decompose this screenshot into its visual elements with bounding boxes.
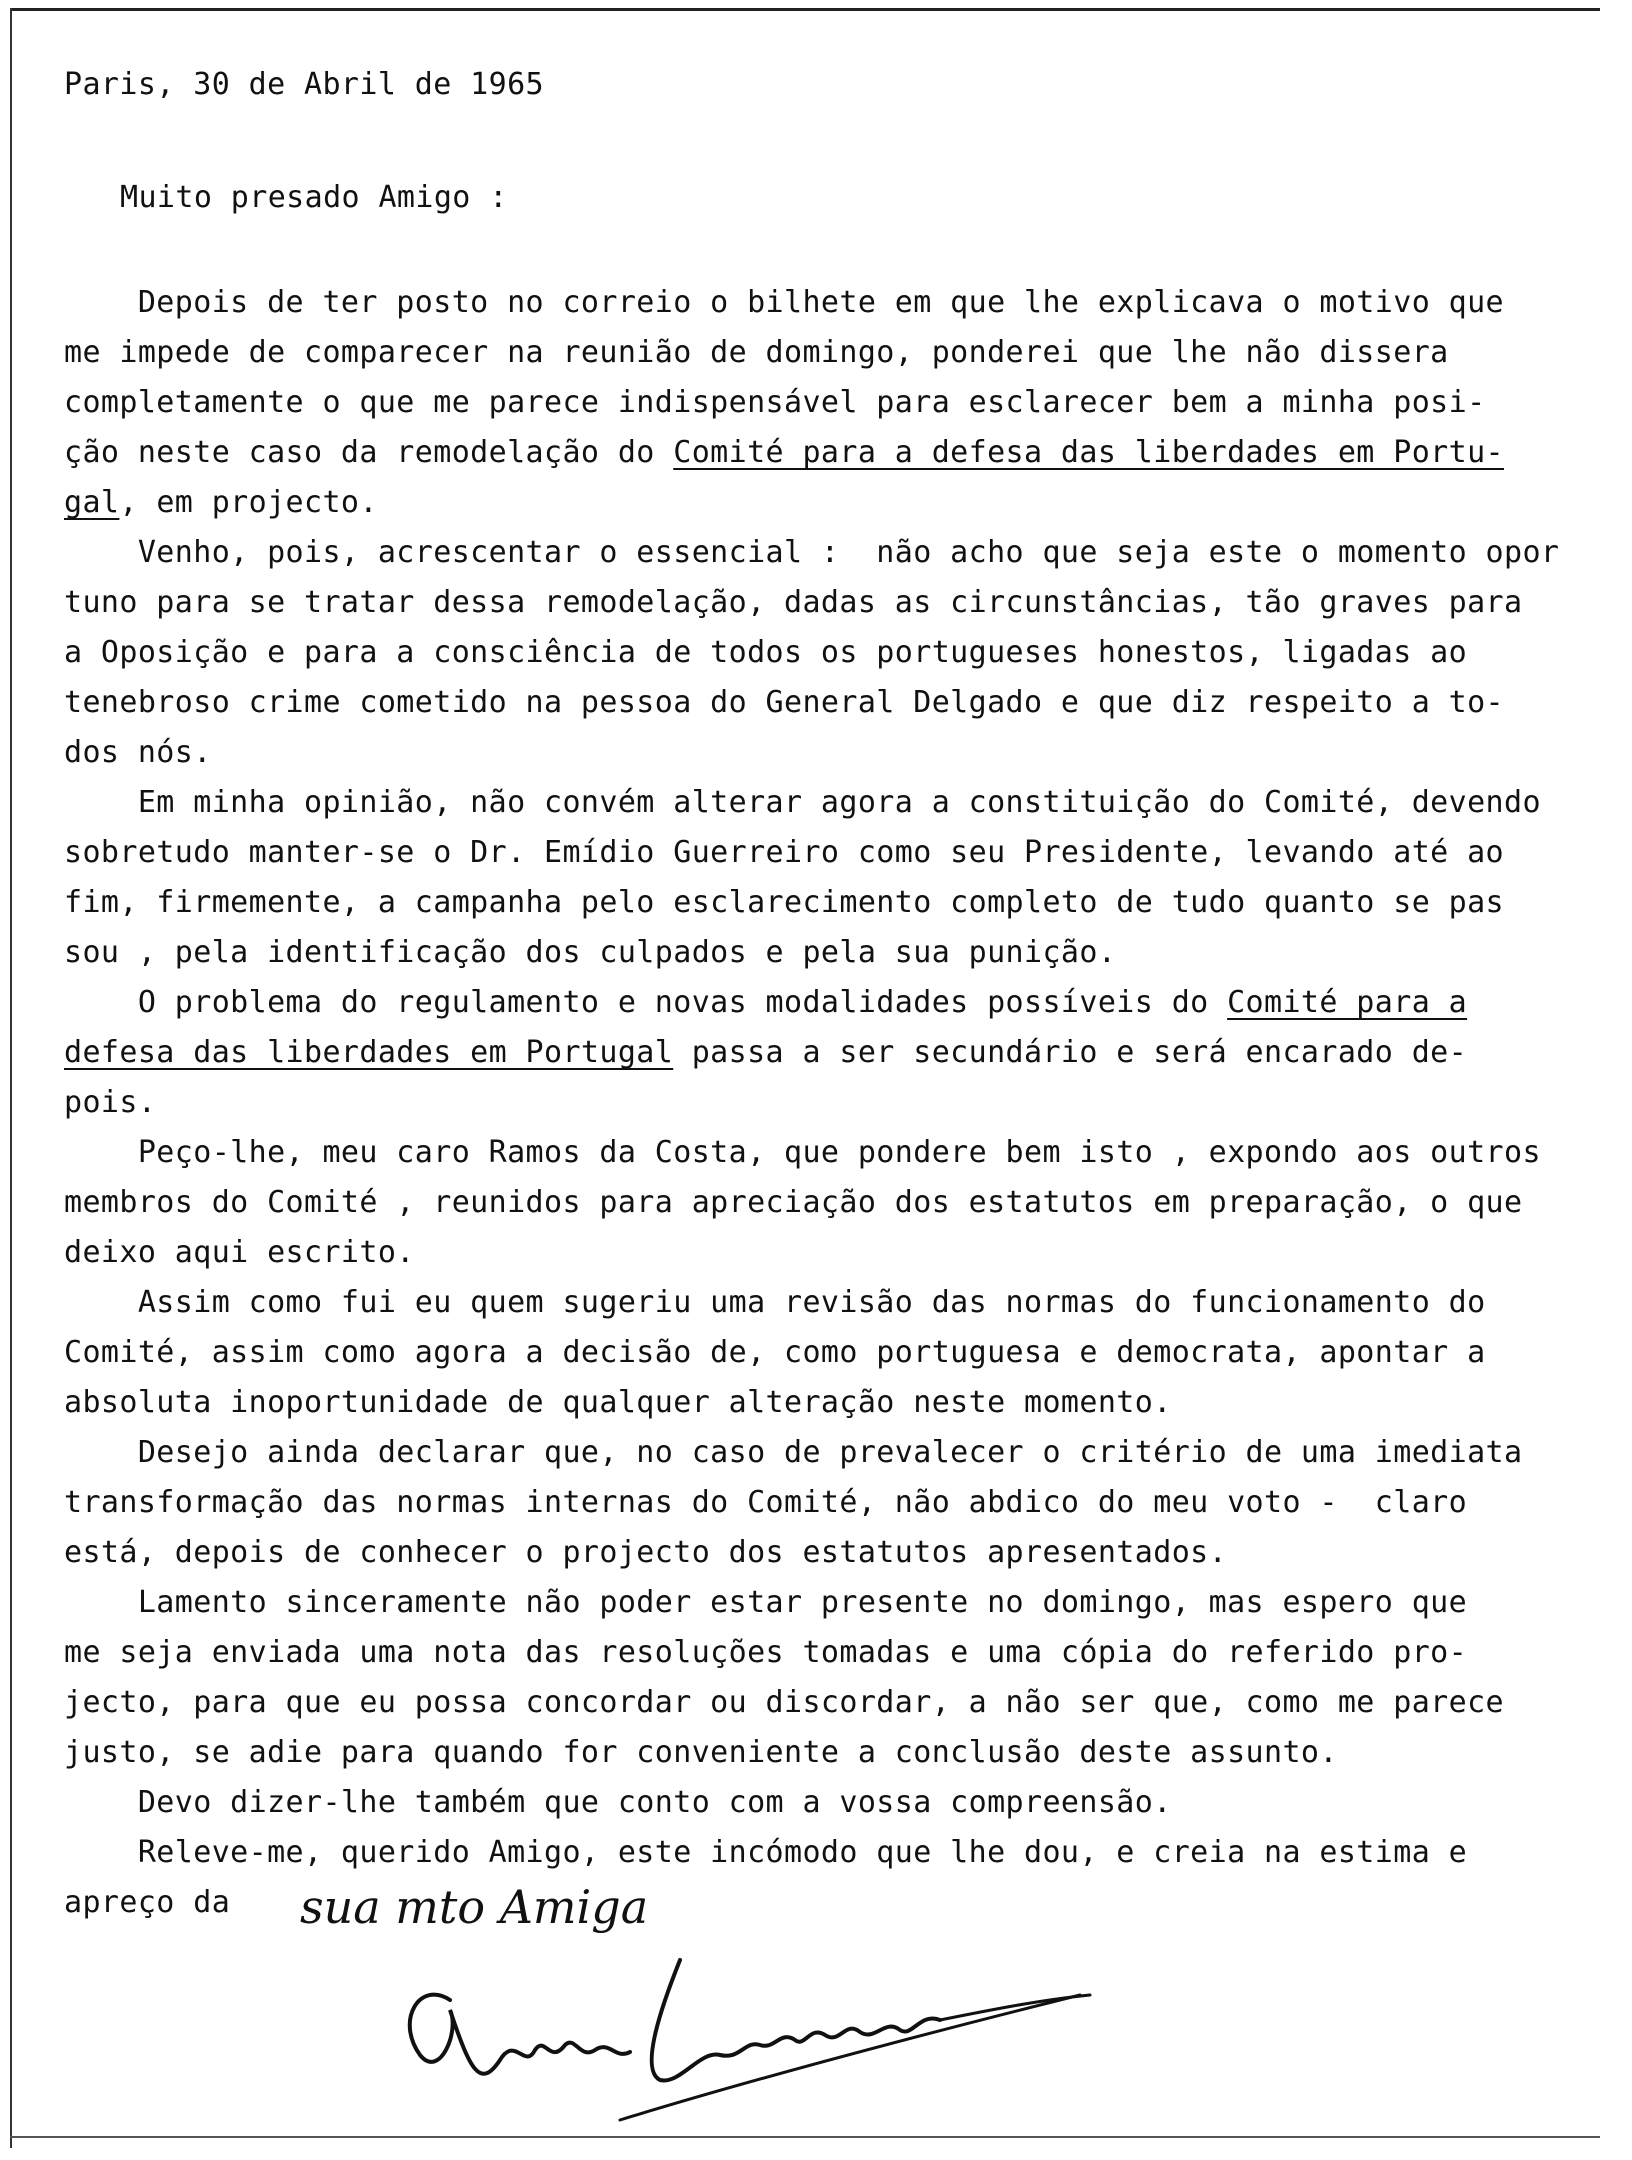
body-line [64, 1628, 1604, 1678]
body-line [64, 1828, 1604, 1878]
body-line [64, 1578, 1604, 1628]
line-text: fim, firmemente, a campanha pelo esclarecimento completo de tudo quanto se pas [64, 885, 1504, 920]
line-text: me impede de comparecer na reunião de domingo, ponderei que lhe não dissera [64, 335, 1449, 370]
body-line [64, 278, 1604, 328]
line-text: Comité, assim como agora a decisão de, como portuguesa e democrata, apontar a [64, 1335, 1486, 1370]
line-text: justo, se adie para quando for conveniente a conclusão deste assunto. [64, 1735, 1338, 1770]
line-text: Desejo ainda declarar que, no caso de prevalecer o critério de uma imediata [64, 1435, 1523, 1470]
body-line [64, 1078, 1604, 1128]
line-text: Releve-me, querido Amigo, este incómodo que lhe dou, e creia na estima e [64, 1835, 1468, 1870]
line-text: Em minha opinião, não convém alterar agora a constituição do Comité, devendo [64, 785, 1541, 820]
body-line [64, 478, 1604, 528]
body-line [64, 378, 1604, 428]
page-border-top [10, 8, 1600, 11]
underlined-text: gal [64, 485, 120, 520]
body-line [64, 1428, 1604, 1478]
signature-image [300, 1940, 1200, 2130]
line-text: Lamento sinceramente não poder estar presente no domingo, mas espero que [64, 1585, 1468, 1620]
body-line [64, 778, 1604, 828]
line-text: me seja enviada uma nota das resoluções tomadas e uma cópia do referido pro- [64, 1635, 1468, 1670]
body-line [64, 878, 1604, 928]
handwritten-closing: sua mto Amiga [300, 1880, 649, 1934]
line-text: tuno para se tratar dessa remodelação, dadas as circunstâncias, tão graves para [64, 585, 1523, 620]
body-line [64, 1478, 1604, 1528]
body-line [64, 928, 1604, 978]
line-text: sobretudo manter-se o Dr. Emídio Guerreiro como seu Presidente, levando até ao [64, 835, 1504, 870]
line-text: Assim como fui eu quem sugeriu uma revisão das normas do funcionamento do [64, 1285, 1486, 1320]
line-text: a Oposição e para a consciência de todos os portugueses honestos, ligadas ao [64, 635, 1468, 670]
line-text: pois. [64, 1085, 157, 1120]
body-line [64, 828, 1604, 878]
body-line [64, 1378, 1604, 1428]
body-line [64, 1128, 1604, 1178]
body-line [64, 1228, 1604, 1278]
line-text: transformação das normas internas do Comité, não abdico do meu voto - claro [64, 1485, 1468, 1520]
line-text: está, depois de conhecer o projecto dos estatutos apresentados. [64, 1535, 1228, 1570]
line-text: absoluta inoportunidade de qualquer alteração neste momento. [64, 1385, 1172, 1420]
line-text: O problema do regulamento e novas modalidades possíveis do [64, 985, 1228, 1020]
body-line [64, 1028, 1604, 1078]
body-line [64, 978, 1604, 1028]
line-text: Depois de ter posto no correio o bilhete em que lhe explicava o motivo que [64, 285, 1504, 320]
body-line [64, 528, 1604, 578]
body-line [64, 1528, 1604, 1578]
body-line [64, 1728, 1604, 1778]
body-line [64, 628, 1604, 678]
line-text: passa a ser secundário e será encarado de- [673, 1035, 1468, 1070]
page-border-bottom [10, 2136, 1600, 2138]
body-line [64, 328, 1604, 378]
letter-salutation: Muito presado Amigo : [120, 180, 508, 215]
body-line [64, 1178, 1604, 1228]
body-line [64, 1678, 1604, 1728]
underlined-text: Comité para a defesa das liberdades em Portu- [673, 435, 1505, 470]
page-border-left [10, 8, 12, 2148]
line-text: ção neste caso da remodelação do [64, 435, 674, 470]
line-text: Peço-lhe, meu caro Ramos da Costa, que pondere bem isto , expondo aos outros [64, 1135, 1541, 1170]
underlined-text: Comité para a [1227, 985, 1468, 1020]
line-text: dos nós. [64, 735, 212, 770]
line-text: sou , pela identificação dos culpados e pela sua punição. [64, 935, 1117, 970]
body-line [64, 428, 1604, 478]
line-text: membros do Comité , reunidos para apreciação dos estatutos em preparação, o que [64, 1185, 1523, 1220]
line-text: tenebroso crime cometido na pessoa do General Delgado e que diz respeito a to- [64, 685, 1504, 720]
line-text: jecto, para que eu possa concordar ou discordar, a não ser que, como me parece [64, 1685, 1504, 1720]
body-line [64, 678, 1604, 728]
underlined-text: defesa das liberdades em Portugal [64, 1035, 674, 1070]
line-text: Venho, pois, acrescentar o essencial : não acho que seja este o momento opor [64, 535, 1560, 570]
line-text: , em projecto. [119, 485, 378, 520]
body-line [64, 1778, 1604, 1828]
line-text: Devo dizer-lhe também que conto com a vossa compreensão. [64, 1785, 1172, 1820]
body-line [64, 728, 1604, 778]
line-text: deixo aqui escrito. [64, 1235, 415, 1270]
body-line [64, 1278, 1604, 1328]
letter-body [64, 278, 1604, 1928]
line-text: completamente o que me parece indispensável para esclarecer bem a minha posi- [64, 385, 1486, 420]
letter-date: Paris, 30 de Abril de 1965 [64, 67, 544, 102]
signature-block [300, 1880, 1200, 2130]
body-line [64, 578, 1604, 628]
line-text: apreço da [64, 1885, 231, 1920]
body-line [64, 1328, 1604, 1378]
